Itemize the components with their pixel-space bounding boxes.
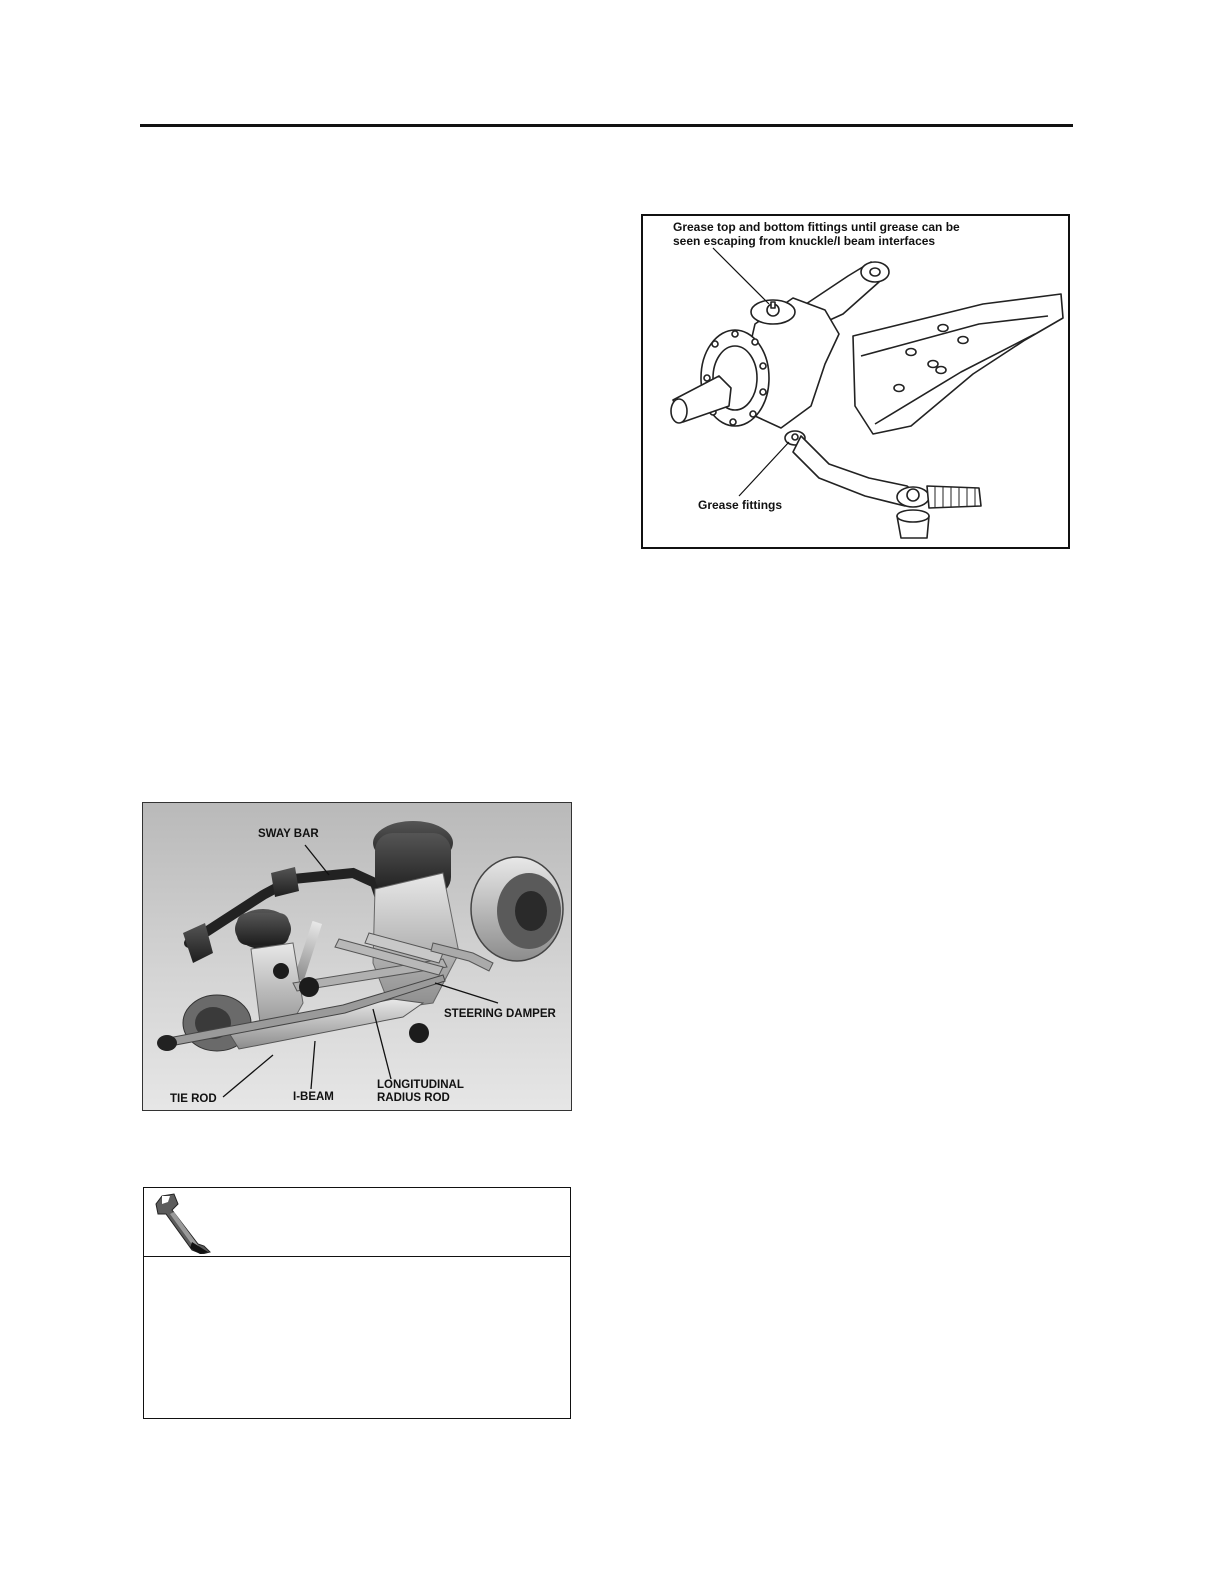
suspension-render: [143, 803, 572, 1111]
grease-top-callout: Grease top and bottom fittings until grease can be seen escaping from knuckle/I beam interfaces: [673, 220, 960, 248]
wrench-icon: [152, 1192, 216, 1254]
front-suspension-figure: [142, 802, 572, 1111]
label-i-beam: I-BEAM: [293, 1091, 334, 1103]
grease-fittings-figure: [641, 214, 1070, 549]
label-sway-bar: SWAY BAR: [258, 828, 319, 840]
service-note-box: [143, 1187, 571, 1419]
label-steering-damper: STEERING DAMPER: [444, 1008, 556, 1020]
service-note-header: [144, 1188, 570, 1257]
header-rule: [140, 124, 1073, 127]
label-radius-rod: LONGITUDINAL RADIUS ROD: [377, 1079, 464, 1104]
label-tie-rod: TIE ROD: [170, 1093, 217, 1105]
grease-fittings-callout: Grease fittings: [698, 498, 783, 512]
